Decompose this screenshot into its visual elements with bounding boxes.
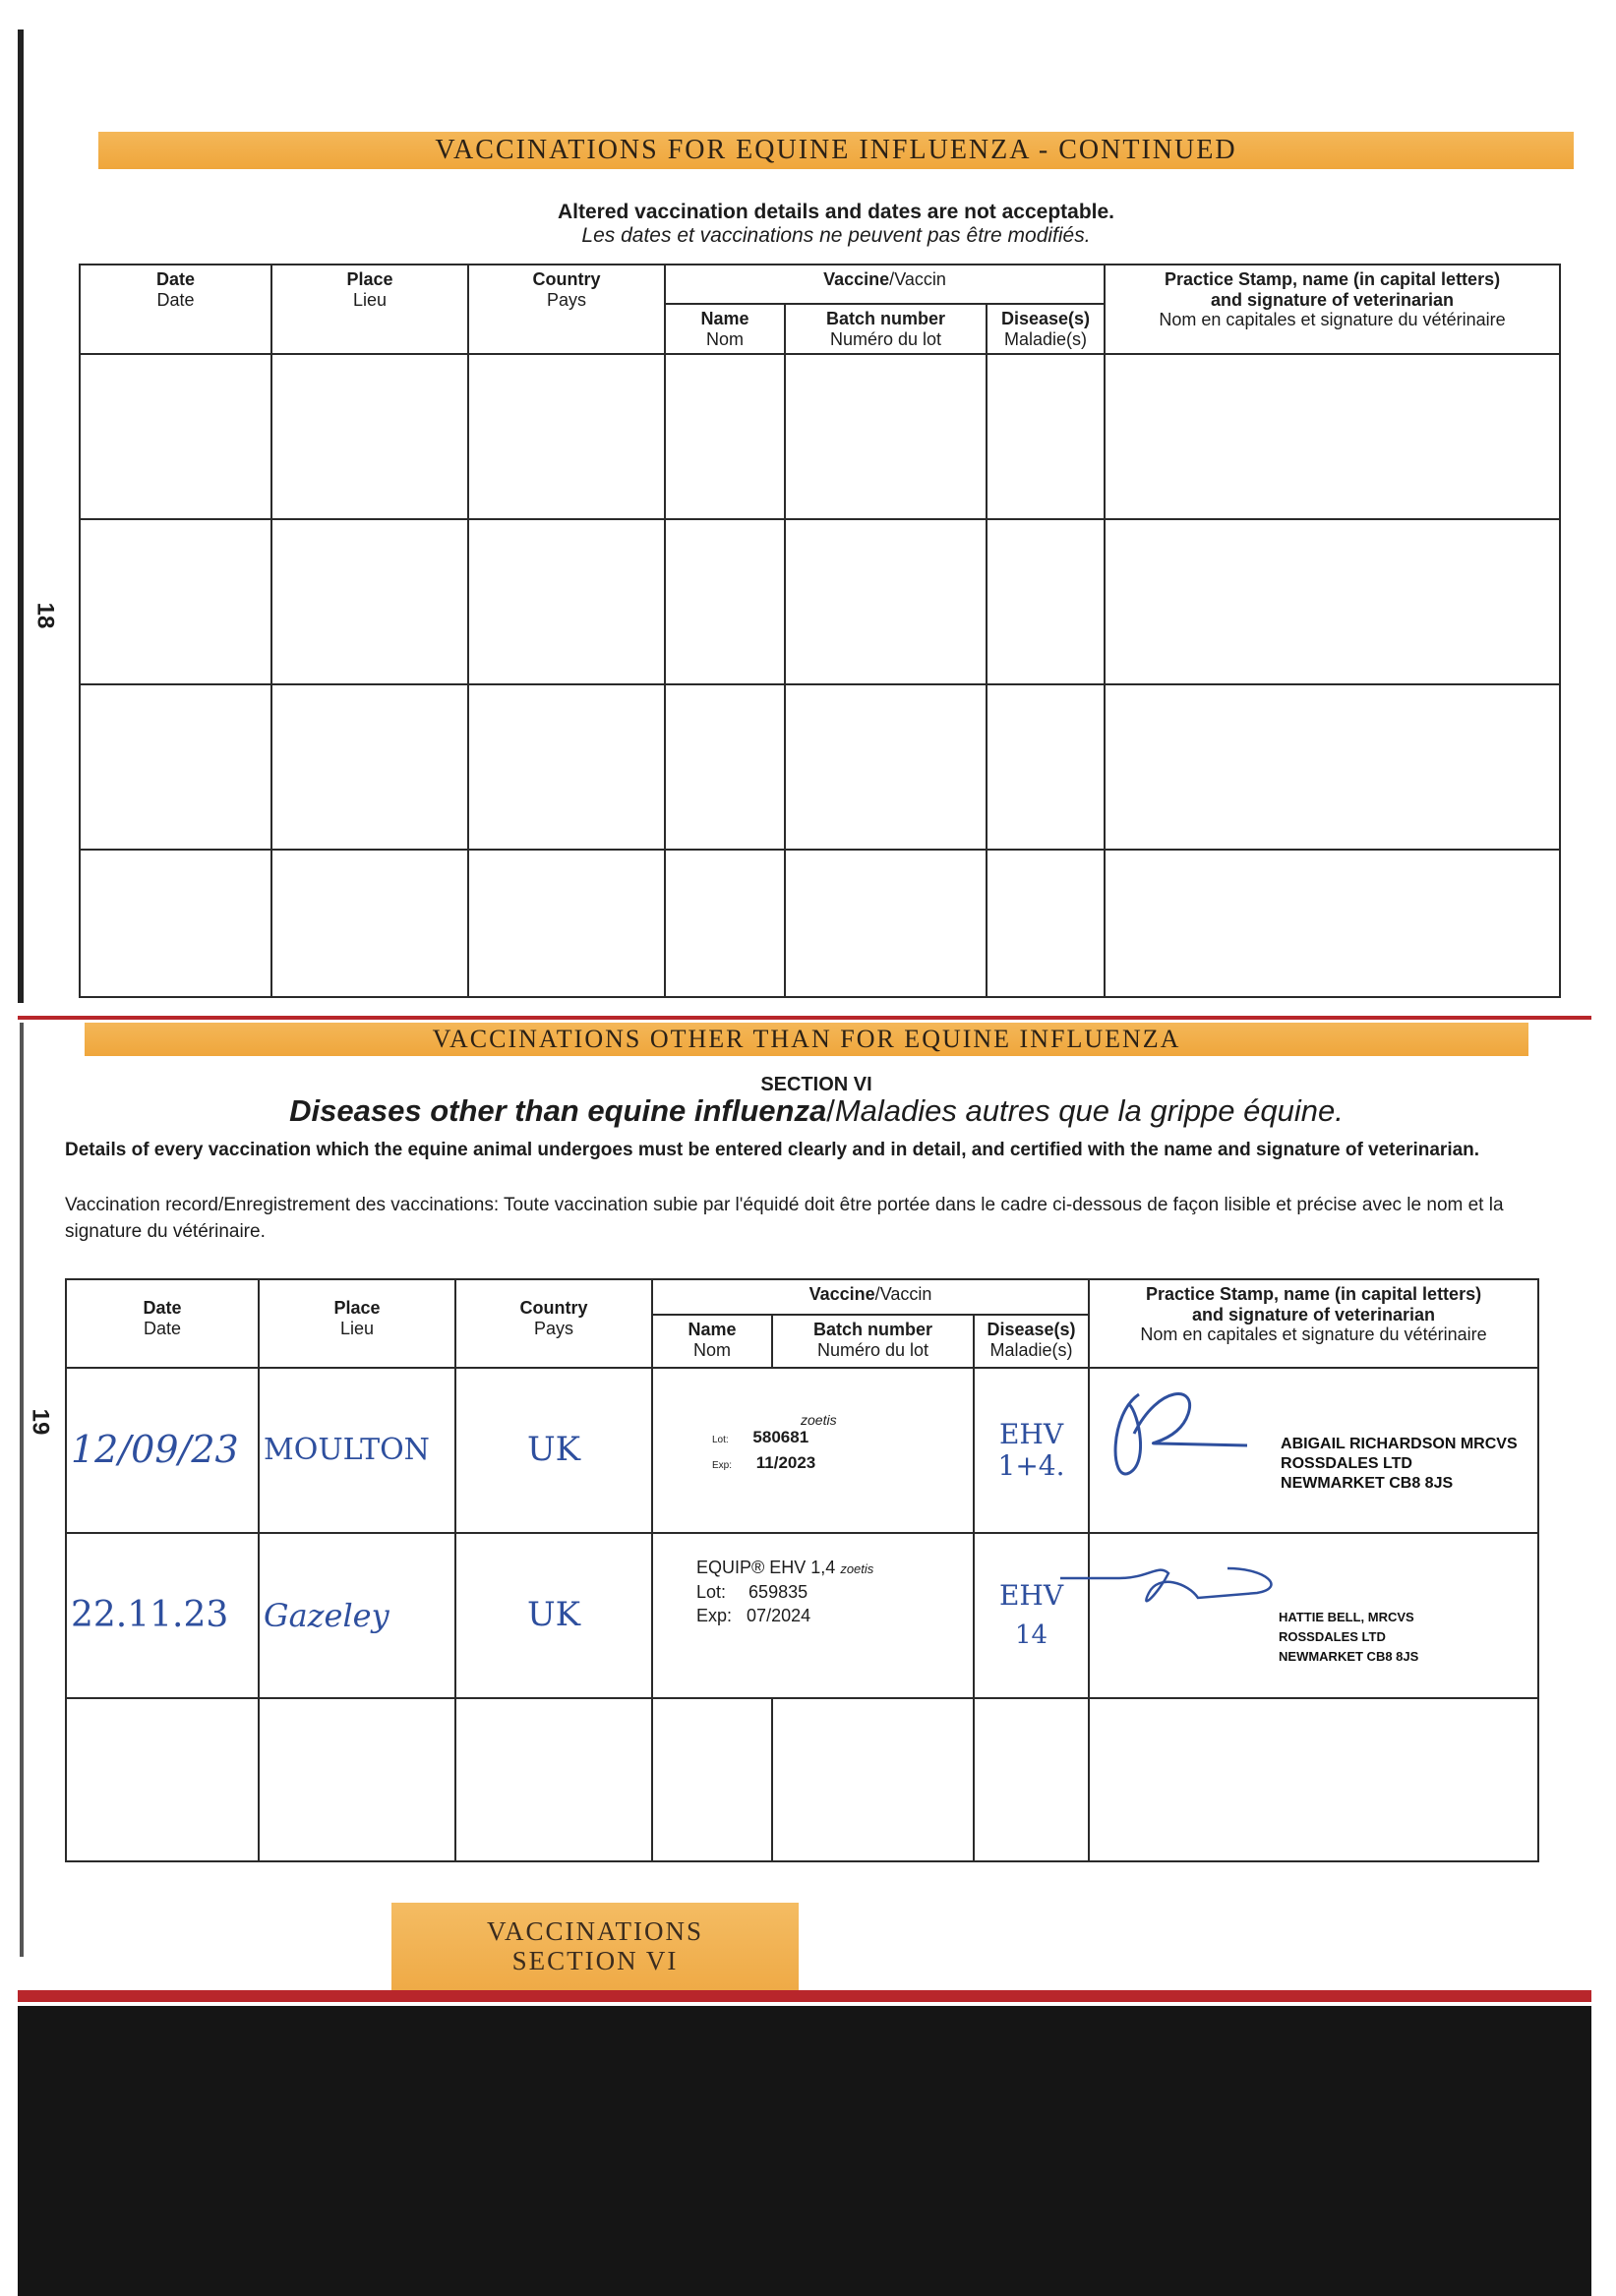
practice-stamp (1281, 1435, 1533, 1494)
col-batch: Batch number Numéro du lot (785, 304, 987, 354)
binding-edge (18, 29, 24, 1003)
vaccine-brand: zoetis (801, 1412, 837, 1428)
disease-name: EHV (998, 1417, 1064, 1450)
col-place: Place Lieu (271, 265, 468, 354)
vet-name: HATTIE BELL, MRCVS (1279, 1610, 1414, 1624)
record-place: Gazeley (264, 1596, 389, 1634)
vaccine-label (652, 1533, 974, 1698)
vet-name: ABIGAIL RICHARDSON MRCVS (1281, 1436, 1518, 1452)
lot-label: Lot: (696, 1581, 727, 1602)
record-country: UK (526, 1430, 581, 1470)
lot-number: 580681 (752, 1428, 809, 1447)
cover-edge (18, 1990, 1591, 2002)
table-header-row (80, 265, 1560, 304)
banner-title: VACCINATIONS FOR EQUINE INFLUENZA - CONTINUED (435, 135, 1237, 165)
table-header-row (66, 1279, 1538, 1315)
col-practice-stamp: Practice Stamp, name (in capital letters) and signature of veterinarian Nom en capitales et signature du vétérinaire (1105, 265, 1560, 354)
influenza-vaccination-table (79, 264, 1561, 998)
table-row (80, 519, 1560, 684)
disease-name: EHV (998, 1578, 1064, 1612)
disease-type: 1+4. (997, 1449, 1065, 1482)
vaccine-brand: zoetis (840, 1561, 874, 1576)
exp-label: Exp: (712, 1459, 733, 1471)
veterinarian-signature (1060, 1554, 1296, 1622)
details-fr: Vaccination record/Enregistrement des vaccinations: Toute vaccination subie par l'équidé doit être portée dans le cadre ci-dessous de façon lisible et précise avec le nom et la signature du vétérinaire. (65, 1195, 1504, 1242)
table-row (80, 850, 1560, 997)
col-vaccine: Vaccine/Vaccin (652, 1279, 1089, 1315)
banner-other-vaccinations (85, 1023, 1528, 1056)
record-date: 22.11.23 (71, 1595, 229, 1636)
col-place: Place Lieu (259, 1279, 455, 1368)
col-disease: Disease(s) Maladie(s) (987, 304, 1105, 354)
tab-label-line2: SECTION VI (511, 1946, 679, 1975)
col-name: Name Nom (652, 1315, 772, 1368)
tab-label-line1: VACCINATIONS (486, 1916, 704, 1946)
col-country: Country Pays (468, 265, 665, 354)
banner-title: VACCINATIONS OTHER THAN FOR EQUINE INFLUENZA (432, 1025, 1181, 1053)
banner-equine-influenza-continued (98, 132, 1574, 169)
vet-address: NEWMARKET CB8 8JS (1281, 1475, 1454, 1492)
record-date: 12/09/23 (71, 1428, 239, 1472)
table-row (66, 1533, 1538, 1698)
col-vaccine: Vaccine/Vaccin (665, 265, 1105, 304)
details-en: Details of every vaccination which the equine animal undergoes must be entered clearly and in detail, and certified with the name and signature of veterinarian. (65, 1140, 1480, 1160)
vaccine-label (652, 1368, 974, 1533)
col-disease: Disease(s) Maladie(s) (974, 1315, 1089, 1368)
lot-label: Lot: (712, 1435, 729, 1446)
section-title: Diseases other than equine influenza/Maladies autres que la grippe équine. (289, 1093, 1344, 1128)
record-place: MOULTON (264, 1432, 430, 1467)
vet-practice: ROSSDALES LTD (1281, 1455, 1412, 1472)
veterinarian-signature (1100, 1375, 1257, 1493)
exp-date: 07/2024 (747, 1606, 811, 1626)
col-date: Date Date (66, 1279, 259, 1368)
col-practice-stamp: Practice Stamp, name (in capital letters) and signature of veterinarian Nom en capitales et signature du vétérinaire (1089, 1279, 1538, 1368)
table-row (80, 354, 1560, 519)
col-country: Country Pays (455, 1279, 652, 1368)
vet-practice: ROSSDALES LTD (1279, 1629, 1386, 1644)
table-row (80, 684, 1560, 850)
vaccine-name: EQUIP® EHV 1,4 (696, 1558, 836, 1577)
page-fold-line (18, 1016, 1591, 1020)
table-row (66, 1698, 1538, 1861)
section-label: SECTION VI (760, 1074, 872, 1095)
alteration-warning (393, 201, 1279, 248)
exp-date: 11/2023 (755, 1452, 816, 1472)
disease-type: 14 (1014, 1620, 1048, 1651)
warning-fr: Les dates et vaccinations ne peuvent pas être modifiés. (581, 224, 1091, 247)
col-name: Name Nom (665, 304, 785, 354)
exp-label: Exp: (696, 1606, 733, 1626)
binding-edge-lower (20, 1023, 24, 1957)
page-number-bottom: 19 (27, 1408, 54, 1436)
redacted-area (18, 2006, 1591, 2296)
lot-number: 659835 (748, 1581, 808, 1602)
practice-stamp (1279, 1608, 1533, 1667)
col-batch: Batch number Numéro du lot (772, 1315, 974, 1368)
col-date: Date Date (80, 265, 271, 354)
page-number-top: 18 (31, 602, 59, 629)
table-row (66, 1368, 1538, 1533)
other-vaccination-table (65, 1278, 1539, 1862)
vet-address: NEWMARKET CB8 8JS (1279, 1649, 1419, 1664)
section-tab-label (391, 1903, 799, 1991)
record-country: UK (526, 1595, 581, 1635)
warning-en: Altered vaccination details and dates are not acceptable. (557, 201, 1115, 223)
